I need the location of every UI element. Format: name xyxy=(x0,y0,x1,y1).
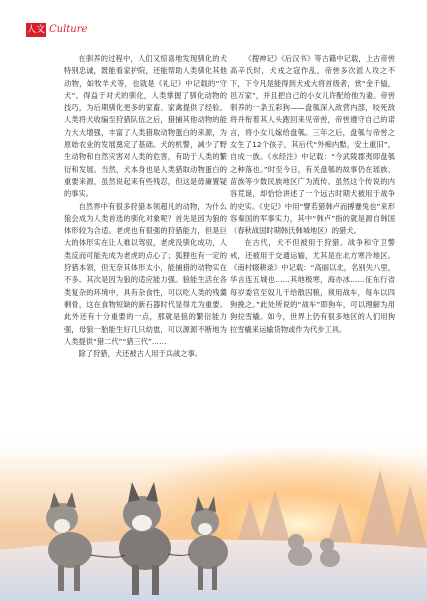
left-paragraph-1: 在驯养的过程中，人们又惊喜地发现驯化的犬特别忠诚，既能看家护院，还能帮助人类驯化其他动物，如牧羊犬等，也就是《礼记》中记载的“守犬”。得益于对犬的驯化，人类掌握了驯化动物的技巧，为后期驯化更多的家畜、家禽提供了经验。人类将犬收编至狩猎队伍之后，猎捕其他动物的能力大大增强，丰富了人类猎取动物蛋白的来源，为原始农业的发展奠定了基础。犬的机警，减少了野生动物和自然灾害对人类的危害，有助于人类的繁衍和发展。当然，犬本身也是人类猎取动物蛋白的重要来源，虽然说起来有些残忍，但这是毋庸置疑的事实。 xyxy=(64,54,227,199)
left-paragraph-3: 除了狩猎，犬还被古人用于兵战之事。 xyxy=(78,349,203,359)
page-header xyxy=(0,0,427,40)
left-paragraph-2: 自然界中有很多狩猎本领超凡的动物，为什么狼会成为人类首选的驯化对象呢？首先是因为狼的体形较为合适。老虎也有很强的狩猎能力，但是巨大的体形实在让人难以驾驭，老虎没驯化成功，人类反而可能先成为老虎的点心了；狐狸也有一定的狩猎本领，但无奈其体形太小，能捕猎的动物实在不多。其次是因为狼的适应能力强。狼能生活在各类复杂的环境中，具有杂食性，可以吃人类的残羹剩骨，这在食物短缺的新石器时代显得尤为重要。此外还有十分重要的一点，那就是狼的繁衍能力强，母狼一胎能生好几只幼崽，可以源源不断地为人类提供“猎二代”“猎三代”…… xyxy=(64,201,227,346)
left-column xyxy=(64,53,227,360)
right-paragraph-1: 《搜神记》《后汉书》等古籍中记载，上古帝喾高辛氏时，犬戎之寇作乱，帝喾多次派人攻之不下，下令凡是能得到犬戎大将首级者，赏“金千镒，邑万家”，并且把自己的小女儿许配给他为妻。帝喾驯养的一条五彩狗——盘瓠深入敌营内部，咬死敌将并衔着其人头跑回来见帝喾，帝喾遵守自己的诺言，将小女儿嫁给盘瓠。三年之后，盘瓠与帝喾之女生了12个孩子，其后代“外痴内黠，安土重旧”，自成一族。《水经注》中记载：“今武陵郡夷即盘瓠之种落也。”时至今日，有关盘瓠的故事仍在瑶族、苗族等少数民族地区广为流传。虽然这个传说的内容荒诞，却恰恰讲述了一个远古时期犬被用于战争的史实。《史记》中用“譬若猎韩卢而搏蹇兔也”来形容秦国的军事实力，其中“韩卢”指的就是源自韩国（春秋战国时期韩氏韩城地区）的猎犬。 xyxy=(230,54,395,236)
section-label: Culture xyxy=(49,24,88,35)
section-tag: 人文 xyxy=(26,25,45,35)
sled-dog-photo xyxy=(0,430,427,601)
right-paragraph-2: 在古代，犬不但被用于狩猎、战争和守卫警戒，还被用于交通运输，尤其是在北方寒冷地区。《南村辍耕录》中记载：“高丽以北，名别失八里，华言连五城也……其地极寒，海亦冰……征东行省每岁委官至奴儿干给散囚粮，须用战车，每车以四狗挽之。”此处所说的“战车”即狗车，可以理解为用狗拉雪橇。如今，世界上仍有很多地区的人们用狗拉雪橇来运输货物或作为代步工具。 xyxy=(230,238,395,334)
right-column xyxy=(230,53,395,336)
